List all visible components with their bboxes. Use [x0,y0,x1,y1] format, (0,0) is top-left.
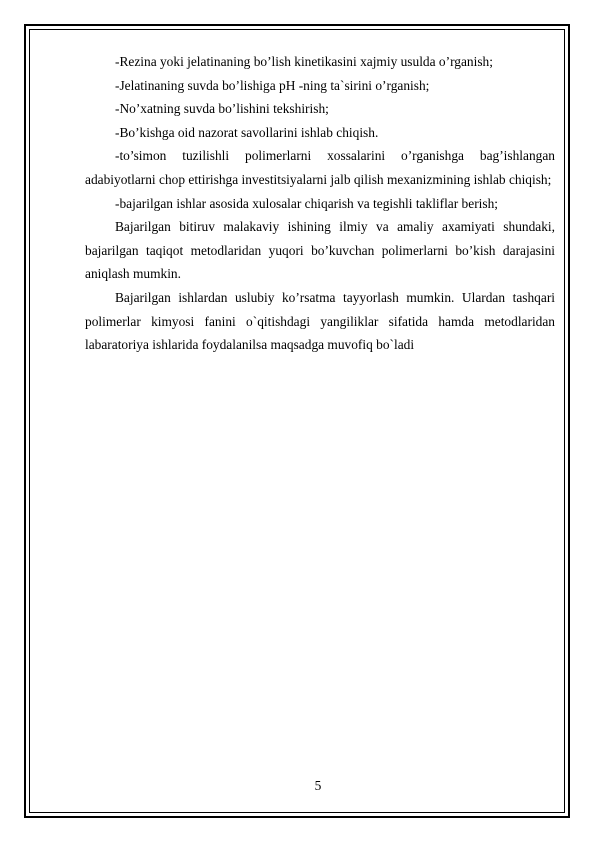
paragraph-3: -No’xatning suvda bo’lishini tekshirish; [115,101,329,117]
paragraph-4: -Bo’kishga oid nazorat savollarini ishlab chiqish. [115,124,379,140]
paragraph-6: -bajarilgan ishlar asosida xulosalar chiqarish va tegishli takliflar berish; [115,195,499,211]
paragraph-5: -to’simon tuzilishli polimerlarni xossalarini o’rganishga bag’ishlangan adabiyotlarni chop ettirishga investitsiyalarni jalb qilish mexanizmining ishlab chiqish; [85,148,555,187]
paragraph-1: -Rezina yoki jelatinaning bo’lish kinetikasini xajmiy usulda o’rganish; [115,54,493,69]
paragraph-2: -Jelatinaning suvda bo’lishiga pH -ning ta`sirini o’rganish; [115,77,430,93]
page-number: 5 [314,778,322,793]
paragraph-8: Bajarilgan ishlardan uslubiy ko’rsatma tayyorlash mumkin. Ulardan tashqari polimerlar kimyosi fanini o`qitishdagi yangiliklar sifatida hamda metodlaridan labaratoriya ishlarida foydalanilsa maqsadga muvofiq bo`ladi [85,289,555,353]
document-body [85,50,555,357]
paragraph-7: Bajarilgan bitiruv malakaviy ishining ilmiy va amaliy axamiyati shundaki, bajarilgan taqiqot metodlaridan yuqori bo’kuvchan polimerlarni bo’kish darajasini aniqlash mumkin. [85,219,555,282]
